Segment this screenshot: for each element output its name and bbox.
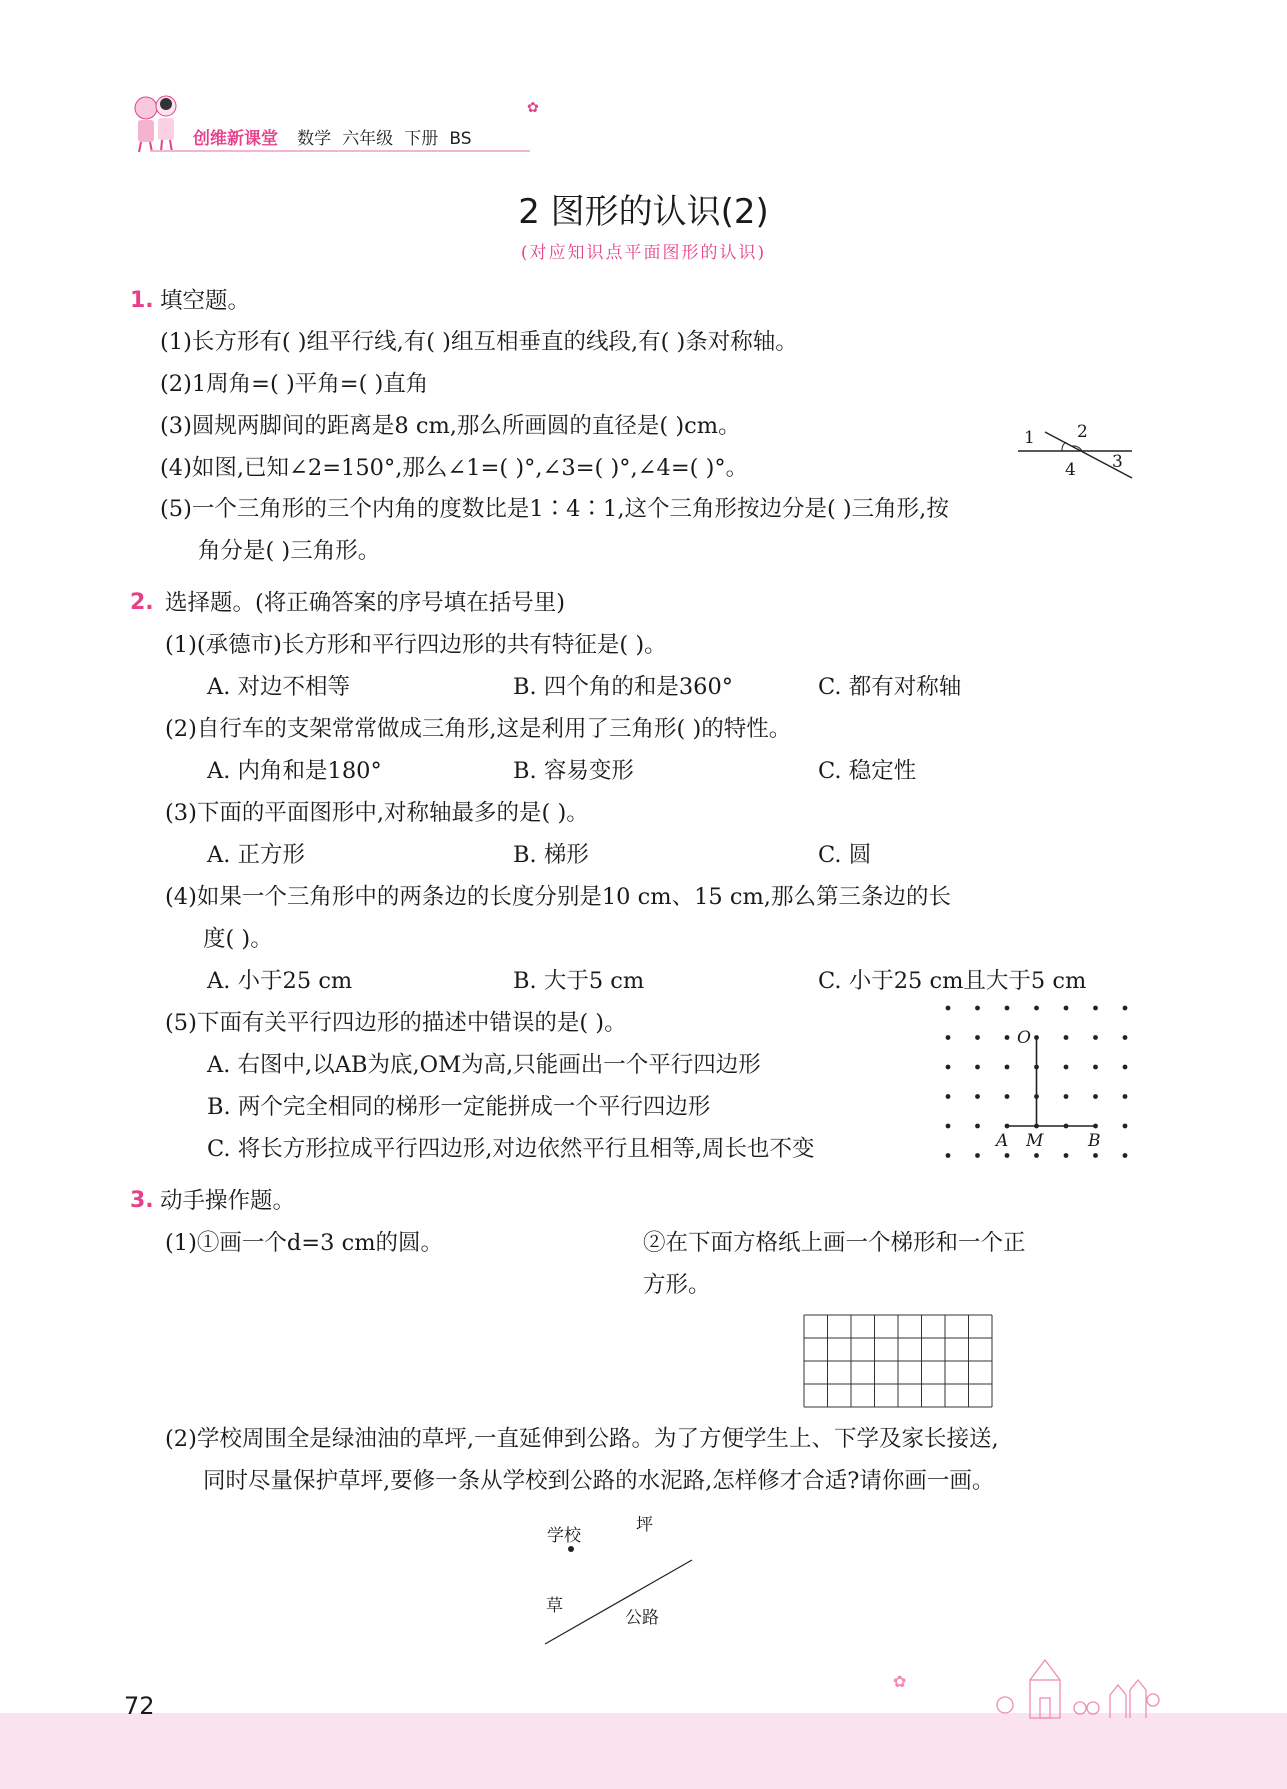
header-underline: [150, 150, 530, 152]
page-title: 2 图形的认识(2): [518, 192, 769, 232]
grid-dot: [975, 1035, 980, 1040]
q2-item-3: (3)下面的平面图形中,对称轴最多的是( )。: [165, 800, 589, 826]
q2-2-option-a: A. 内角和是180°: [207, 758, 382, 784]
q2-3-option-c: C. 圆: [818, 842, 872, 868]
q2-2-option-c: C. 稳定性: [818, 758, 917, 784]
angle-label-2: 2: [1077, 422, 1088, 442]
grid-dot: [1123, 1153, 1128, 1158]
volume: 下册: [404, 129, 439, 149]
grid-dot: [1034, 1006, 1039, 1011]
grid-dot: [975, 1094, 980, 1099]
dot-label-b: B: [1088, 1131, 1101, 1151]
grid-dot: [1123, 1094, 1128, 1099]
map-label-school: 学校: [547, 1526, 581, 1546]
q3-part1-right-2: 方形。: [643, 1272, 711, 1298]
q2-1-option-a: A. 对边不相等: [207, 674, 351, 700]
grid-dot: [1005, 1094, 1010, 1099]
dot-label-a: A: [996, 1131, 1009, 1151]
grid-dot: [1005, 1153, 1010, 1158]
q2-item-1: (1)(承德市)长方形和平行四边形的共有特征是( )。: [165, 632, 667, 658]
q2-5-option-c: C. 将长方形拉成平行四边形,对边依然平行且相等,周长也不变: [207, 1136, 815, 1162]
q1-item-2: (2)1周角=( )平角=( )直角: [160, 371, 429, 397]
page-subtitle: (对应知识点平面图形的认识): [520, 243, 767, 263]
q3-heading: 动手操作题。: [160, 1188, 296, 1214]
grid-dot: [1123, 1124, 1128, 1129]
map-label-grass-ping: 坪: [636, 1515, 653, 1535]
grid-dot: [975, 1006, 980, 1011]
angle-label-3: 3: [1112, 452, 1123, 472]
footer-band: [0, 1713, 1287, 1789]
grid-dot: [1123, 1065, 1128, 1070]
grid-dot: [1064, 1065, 1069, 1070]
grid-dot: [1093, 1094, 1098, 1099]
q3-part2-line2: 同时尽量保护草坪,要修一条从学校到公路的水泥路,怎样修才合适?请你画一画。: [203, 1468, 995, 1494]
grid-dot: [1064, 1006, 1069, 1011]
q1-item-4: (4)如图,已知∠2=150°,那么∠1=( )°,∠3=( )°,∠4=( )°。: [160, 455, 749, 481]
q3-part1-right-1: ②在下面方格纸上画一个梯形和一个正: [643, 1230, 1026, 1256]
grid-paper[interactable]: [803, 1314, 993, 1409]
q1-number: 1.: [130, 288, 154, 313]
q3-part1-left: (1)①画一个d=3 cm的圆。: [165, 1230, 444, 1256]
dot-label-o: O: [1017, 1028, 1031, 1048]
q2-item-5: (5)下面有关平行四边形的描述中错误的是( )。: [165, 1010, 627, 1036]
brand-name: 创维新课堂: [193, 129, 278, 149]
grid-dot: [975, 1065, 980, 1070]
flower-icon: ✿: [893, 1672, 907, 1691]
grid-dot: [1005, 1035, 1010, 1040]
map-label-road: 公路: [625, 1608, 659, 1628]
header-mascot-logo: [128, 90, 186, 154]
edition: BS: [449, 129, 472, 149]
dot-label-m: M: [1026, 1131, 1044, 1151]
q3-part2-line1: (2)学校周围全是绿油油的草坪,一直延伸到公路。为了方便学生上、下学及家长接送,: [165, 1426, 999, 1452]
angle-label-4: 4: [1065, 460, 1076, 480]
grid-dot: [1093, 1065, 1098, 1070]
grid-dot: [975, 1124, 980, 1129]
q2-4-option-c: C. 小于25 cm且大于5 cm: [818, 968, 1087, 994]
grid-dot: [946, 1153, 951, 1158]
grid-dot: [1093, 1035, 1098, 1040]
q2-item-2: (2)自行车的支架常常做成三角形,这是利用了三角形( )的特性。: [165, 716, 792, 742]
grid-dot: [1034, 1153, 1039, 1158]
q2-4-option-b: B. 大于5 cm: [513, 968, 645, 994]
grid-dot: [1093, 1006, 1098, 1011]
grid-dot: [946, 1006, 951, 1011]
q2-5-option-b: B. 两个完全相同的梯形一定能拼成一个平行四边形: [207, 1094, 711, 1120]
grid-dot: [1064, 1094, 1069, 1099]
q2-5-option-a: A. 右图中,以AB为底,OM为高,只能画出一个平行四边形: [207, 1052, 761, 1078]
q2-2-option-b: B. 容易变形: [513, 758, 634, 784]
subject: 数学: [297, 129, 332, 149]
q2-1-option-c: C. 都有对称轴: [818, 674, 962, 700]
grid-dot: [946, 1065, 951, 1070]
page-number: 72: [124, 1692, 155, 1720]
q2-1-option-b: B. 四个角的和是360°: [513, 674, 734, 700]
header-text: [193, 124, 472, 149]
angle-label-1: 1: [1024, 428, 1035, 448]
q2-item-4: (4)如果一个三角形中的两条边的长度分别是10 cm、15 cm,那么第三条边的长: [165, 884, 951, 910]
grid-dot: [1064, 1153, 1069, 1158]
grid-dot: [1005, 1065, 1010, 1070]
grid-dot: [1123, 1006, 1128, 1011]
grid-dot: [946, 1035, 951, 1040]
q1-item-3: (3)圆规两脚间的距离是8 cm,那么所画圆的直径是( )cm。: [160, 413, 741, 439]
q2-item-4-cont: 度( )。: [203, 926, 273, 952]
q2-3-option-a: A. 正方形: [207, 842, 306, 868]
q3-number: 3.: [130, 1188, 154, 1213]
grid-dot: [975, 1153, 980, 1158]
q1-item-1: (1)长方形有( )组平行线,有( )组互相垂直的线段,有( )条对称轴。: [160, 329, 798, 355]
castle-decoration-icon: [985, 1650, 1165, 1720]
grid-dot: [1123, 1035, 1128, 1040]
grid-dot: [946, 1094, 951, 1099]
road-line: [545, 1560, 692, 1644]
grade: 六年级: [342, 129, 394, 149]
school-dot: [568, 1546, 574, 1552]
q2-number: 2.: [130, 590, 154, 615]
map-label-grass-cao: 草: [546, 1596, 563, 1616]
q2-heading: 选择题。(将正确答案的序号填在括号里): [165, 590, 566, 616]
grid-dot: [946, 1124, 951, 1129]
q1-heading: 填空题。: [160, 288, 251, 314]
q2-4-option-a: A. 小于25 cm: [207, 968, 353, 994]
q2-3-option-b: B. 梯形: [513, 842, 589, 868]
q1-item-5-cont: 角分是( )三角形。: [198, 538, 381, 564]
grid-dot: [1093, 1153, 1098, 1158]
flower-icon: ✿: [527, 100, 539, 116]
q1-item-5: (5)一个三角形的三个内角的度数比是1∶4∶1,这个三角形按边分是( )三角形,按: [160, 496, 949, 522]
grid-dot: [1064, 1035, 1069, 1040]
grid-dot: [1005, 1006, 1010, 1011]
